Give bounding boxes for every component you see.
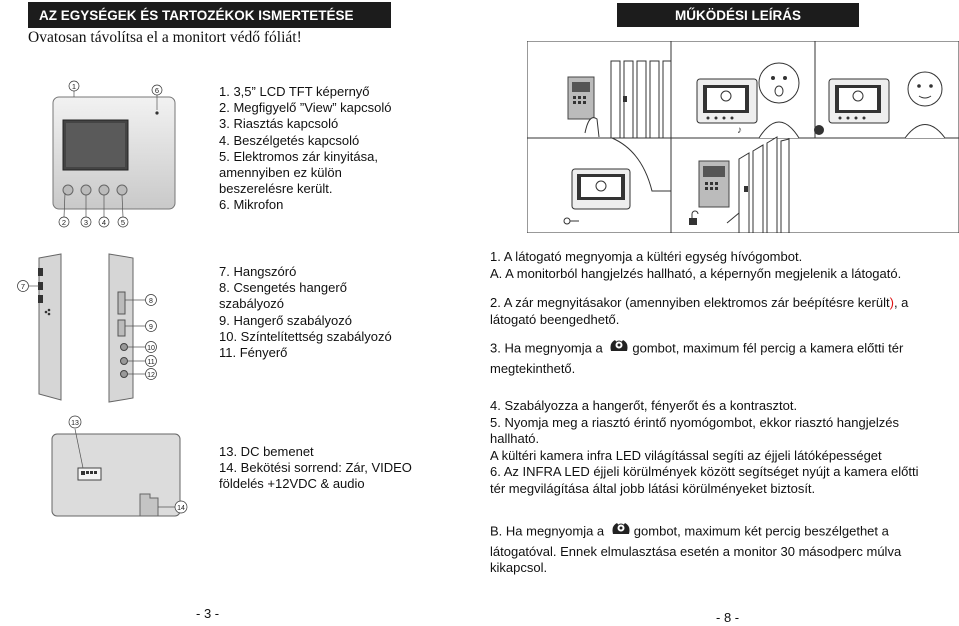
left-page-number: - 3 - xyxy=(196,606,220,621)
list-item: 4. Beszélgetés kapcsoló xyxy=(219,132,360,148)
step-5-cont: hallható. xyxy=(490,431,540,447)
right-page-number: - 8 - xyxy=(716,610,740,625)
monitor-front-illustration xyxy=(50,80,180,230)
right-section-header: MŰKÖDÉSI LEÍRÁS xyxy=(617,3,859,27)
svg-text:♪: ♪ xyxy=(737,125,742,136)
step-1b: A. A monitorból hangjelzés hallható, a képernyőn megjelenik a látogató. xyxy=(490,265,902,281)
list-item: 13. DC bemenet xyxy=(219,444,314,459)
step-6: 6. Az INFRA LED éjjeli körülmények között segítséget nyújt a kamera előtti xyxy=(490,464,919,480)
list-item: 3. Riasztás kapcsoló xyxy=(219,116,339,132)
list-item: földelés +12VDC & audio xyxy=(219,476,365,492)
callout-3: 3 xyxy=(83,218,89,227)
parts-list-side xyxy=(219,264,392,361)
callout-7: 7 xyxy=(20,282,26,291)
callout-12: 12 xyxy=(147,372,155,379)
step-b-cont: látogatóval. Ennek elmulasztása esetén a monitor 30 másodperc múlva xyxy=(490,543,902,559)
callout-9: 9 xyxy=(149,324,153,331)
list-item: 2. Megfigyelő ”View” kapcsoló xyxy=(219,100,392,116)
talk-button-icon xyxy=(610,520,632,544)
doorbell-comic-illustration xyxy=(527,41,959,233)
list-item: 7. Hangszóró xyxy=(219,264,297,279)
list-item: 6. Mikrofon xyxy=(219,197,284,213)
step-b: B. Ha megnyomja a gombot, maximum két percig beszélgethet a xyxy=(490,520,955,544)
step-2-cont: látogató beengedhető. xyxy=(490,311,620,327)
monitor-back-illustration xyxy=(50,412,195,527)
list-item: 10. Színtelítettség szabályozó xyxy=(219,328,392,344)
step-1a: 1. A látogató megnyomja a kültéri egység hívógombot. xyxy=(490,249,803,264)
list-item: beszerelésre került. xyxy=(219,181,333,197)
callout-5: 5 xyxy=(120,218,126,227)
step-6-cont: tér megvilágítása által jobb látási körülményeket biztosít. xyxy=(490,480,816,496)
left-section-header: AZ EGYSÉGEK ÉS TARTOZÉKOK ISMERTETÉSE xyxy=(28,2,391,28)
callout-2: 2 xyxy=(61,218,67,227)
list-item: amennyiben ez külön xyxy=(219,165,342,181)
instruction-text: Ovatosan távolítsa el a monitort védő fóliát! xyxy=(28,29,302,46)
monitor-side-illustration xyxy=(15,252,165,407)
step-2: 2. A zár megnyitásakor (amennyiben elektromos zár beépítésre került), a xyxy=(490,295,909,311)
callout-6: 6 xyxy=(154,86,160,95)
list-item: szabályozó xyxy=(219,296,285,312)
parts-list-back xyxy=(219,444,412,493)
list-item: 1. 3,5” LCD TFT képernyő xyxy=(219,84,370,99)
operation-description xyxy=(490,249,955,577)
step-5: 5. Nyomja meg a riasztó érintő nyomógombot, ekkor riasztó hangjelzés xyxy=(490,414,899,430)
callout-1: 1 xyxy=(71,82,77,91)
step-b-end: kikapcsol. xyxy=(490,560,548,576)
callout-8: 8 xyxy=(149,298,153,305)
callout-13: 13 xyxy=(71,420,79,427)
step-3: 3. Ha megnyomja a gombot, maximum fél percig a kamera előtti tér xyxy=(490,337,955,361)
callout-4: 4 xyxy=(101,218,107,227)
list-item: 9. Hangerő szabályozó xyxy=(219,312,352,328)
parts-list-front xyxy=(219,84,391,214)
view-button-icon xyxy=(608,337,630,361)
callout-14: 14 xyxy=(177,505,185,512)
list-item: 5. Elektromos zár kinyitása, xyxy=(219,148,378,164)
step-5-infra: A kültéri kamera infra LED világítással segíti az éjjeli látóképességet xyxy=(490,447,882,463)
callout-11: 11 xyxy=(147,359,155,366)
list-item: 8. Csengetés hangerő xyxy=(219,280,347,296)
callout-10: 10 xyxy=(147,345,155,352)
list-item: 11. Fényerő xyxy=(219,345,288,361)
step-4: 4. Szabályozza a hangerőt, fényerőt és a kontrasztot. xyxy=(490,397,798,413)
step-3-cont: megtekinthető. xyxy=(490,361,576,377)
list-item: 14. Bekötési sorrend: Zár, VIDEO xyxy=(219,460,412,476)
